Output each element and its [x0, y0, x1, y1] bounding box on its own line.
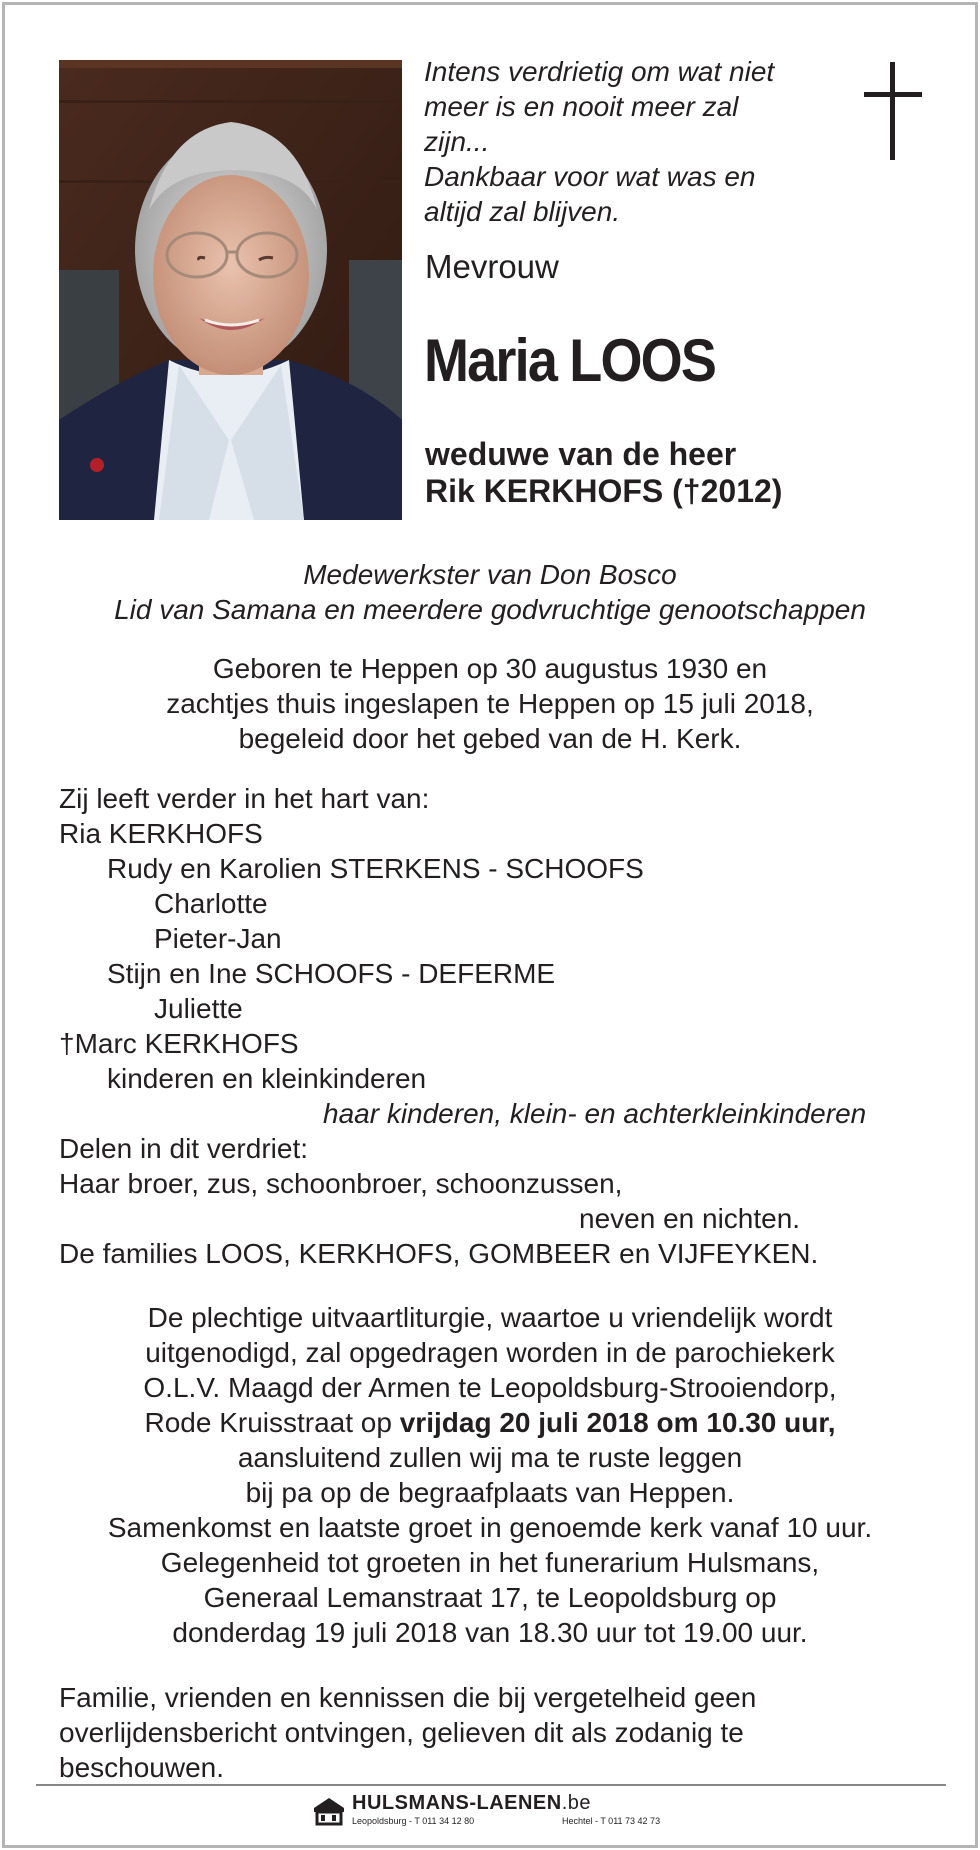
brand-name: HULSMANS-LAENEN — [352, 1792, 562, 1814]
affiliation-line: Lid van Samana en meerdere godvruchtige genootschappen — [114, 594, 866, 625]
family-grandkids: haar kinderen, klein- en achterkleinkinderen — [323, 1098, 867, 1129]
funeral-street: Rode Kruisstraat op — [144, 1407, 400, 1438]
portrait-photo — [59, 60, 402, 520]
family-member: Charlotte — [154, 888, 268, 919]
footer-divider — [36, 1784, 946, 1786]
address-leopoldsburg: Leopoldsburg - T 011 34 12 80 — [352, 1816, 475, 1826]
poem-line: altijd zal blijven. — [424, 196, 621, 227]
address-hechtel: Hechtel - T 011 73 42 73 — [562, 1816, 661, 1826]
family-member: Juliette — [154, 993, 243, 1024]
funeral-line: Gelegenheid tot groeten in het funerarium Hulsmans, — [160, 1547, 820, 1578]
funeral-line: aansluitend zullen wij ma te ruste leggen — [237, 1442, 743, 1473]
poem-line: meer is en nooit meer zal — [424, 91, 739, 122]
family-intro: Zij leeft verder in het hart van: — [59, 783, 430, 814]
funeral-details — [0, 1300, 980, 1650]
poem — [424, 54, 844, 229]
family-list — [59, 781, 939, 1271]
closing-line: overlijdensbericht ontvingen, gelieven dit als zodanig te — [59, 1717, 744, 1748]
siblings: Haar broer, zus, schoonbroer, schoonzussen, — [59, 1168, 623, 1199]
deceased-name: Maria LOOS — [424, 327, 716, 394]
funeral-line — [0, 1405, 980, 1440]
widow-line: weduwe van de heer — [425, 436, 737, 472]
family-member: Stijn en Ine SCHOOFS - DEFERME — [107, 958, 556, 989]
funeral-line: Samenkomst en laatste groet in genoemde kerk vanaf 10 uur. — [107, 1512, 873, 1543]
funeral-home-logo-icon — [312, 1794, 346, 1826]
families: De families LOOS, KERKHOFS, GOMBEER en VIJFEYKEN. — [59, 1238, 819, 1269]
closing-line: beschouwen. — [59, 1752, 225, 1783]
title-prefix: Mevrouw — [425, 248, 559, 285]
poem-line: Dankbaar voor wat was en — [424, 161, 756, 192]
notice-line: begeleid door het gebed van de H. Kerk. — [238, 723, 742, 754]
funeral-line: bij pa op de begraafplaats van Heppen. — [245, 1477, 735, 1508]
funeral-line: uitgenodigd, zal opgedragen worden in de parochiekerk — [145, 1337, 835, 1368]
funeral-home-footer — [312, 1790, 692, 1830]
funeral-line: O.L.V. Maagd der Armen te Leopoldsburg-Strooiendorp, — [143, 1372, 837, 1403]
family-member: †Marc KERKHOFS — [59, 1028, 299, 1059]
funeral-home-name — [352, 1792, 591, 1815]
family-member: Ria KERKHOFS — [59, 818, 263, 849]
closing-line: Familie, vrienden en kennissen die bij vergetelheid geen — [59, 1682, 757, 1713]
affiliations — [0, 557, 980, 627]
notice-line: Geboren te Heppen op 30 augustus 1930 en — [212, 653, 768, 684]
family-member: Rudy en Karolien STERKENS - SCHOOFS — [107, 853, 644, 884]
closing-note — [59, 1680, 859, 1785]
family-member: Pieter-Jan — [154, 923, 282, 954]
brand-domain: .be — [561, 1792, 592, 1814]
birth-death-notice — [0, 651, 980, 756]
spouse-name: Rik KERKHOFS (†2012) — [425, 473, 783, 509]
notice-line: zachtjes thuis ingeslapen te Heppen op 15 juli 2018, — [166, 688, 814, 719]
poem-line: Intens verdrietig om wat niet — [424, 56, 775, 87]
funeral-date: vrijdag 20 juli 2018 om 10.30 uur, — [399, 1407, 836, 1438]
funeral-line: donderdag 19 juli 2018 van 18.30 uur tot 19.00 uur. — [172, 1617, 808, 1648]
widow-of — [425, 436, 782, 510]
funeral-line: Generaal Lemanstraat 17, te Leopoldsburg op — [203, 1582, 777, 1613]
cousins: neven en nichten. — [579, 1203, 801, 1234]
share-intro: Delen in dit verdriet: — [59, 1133, 309, 1164]
funeral-line: De plechtige uitvaartliturgie, waartoe u vriendelijk wordt — [147, 1302, 833, 1333]
family-member: kinderen en kleinkinderen — [107, 1063, 427, 1094]
affiliation-line: Medewerkster van Don Bosco — [303, 559, 677, 590]
poem-line: zijn... — [424, 126, 490, 157]
cross-icon — [864, 62, 922, 160]
